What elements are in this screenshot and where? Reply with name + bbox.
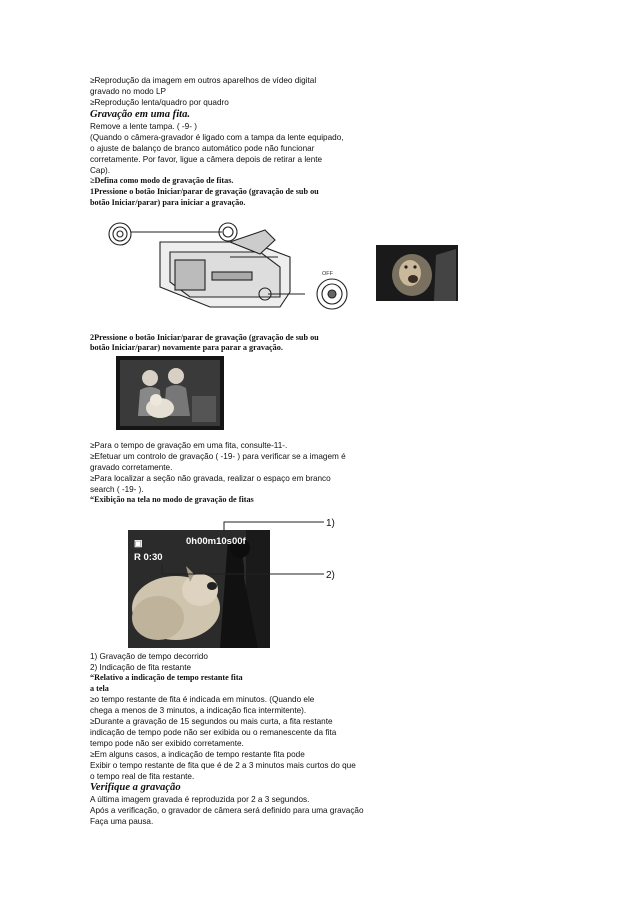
text-line: 1) Gravação de tempo decorrido	[90, 652, 208, 661]
text-line: o ajuste de balanço de branco automático pode não funcionar	[90, 144, 315, 153]
text-line: Cap).	[90, 166, 111, 175]
text-line: Exibir o tempo restante de fita que é de 2 a 3 minutos mais curtos do que	[90, 761, 356, 770]
step-text: 2Pressione o botão Iniciar/parar de gravação (gravação de sub ou	[90, 333, 319, 342]
dial-label: OFF	[322, 271, 333, 277]
step-text: 1Pressione o botão Iniciar/parar de gravação (gravação de sub ou	[90, 187, 319, 196]
step-text: ≥Defina como modo de gravação de fitas.	[90, 176, 234, 185]
text-line: Remove a lente tampa. ( -9- )	[90, 122, 197, 131]
text-line: (Quando o câmera-gravador é ligado com a tampa da lente equipado,	[90, 133, 344, 142]
step-text: botão Iniciar/parar) novamente para parar a gravação.	[90, 343, 283, 352]
text-line: ≥Em alguns casos, a indicação de tempo restante fita pode	[90, 750, 305, 759]
text-line: corretamente. Por favor, ligue a câmera depois de retirar a lente	[90, 155, 323, 164]
subsection-heading: “Relativo a indicação de tempo restante fita	[90, 673, 243, 682]
family-photo	[116, 356, 224, 430]
camcorder-illustration	[100, 212, 375, 330]
text-line: ≥Efetuar um controlo de gravação ( -19- ) para verificar se a imagem é	[90, 452, 346, 461]
text-line: Após a verificação, o gravador de câmera será definido para uma gravação	[90, 806, 364, 815]
osd-screen-photo	[128, 508, 348, 648]
callout-1: 1)	[326, 518, 335, 529]
text-line: search ( -19- ).	[90, 485, 144, 494]
section-heading: Verifique a gravação	[90, 782, 181, 793]
text-line: ≥Para localizar a seção não gravada, realizar o espaço em branco	[90, 474, 331, 483]
lion-photo	[376, 245, 458, 301]
subsection-heading: a tela	[90, 684, 109, 693]
text-line: tempo pode não ser exibido corretamente.	[90, 739, 244, 748]
text-line: gravado corretamente.	[90, 463, 173, 472]
text-line: ≥Durante a gravação de 15 segundos ou mais curta, a fita restante	[90, 717, 333, 726]
callout-2: 2)	[326, 570, 335, 581]
text-line: chega a menos de 3 minutos, a indicação fica intermitente).	[90, 706, 307, 715]
text-line: ≥o tempo restante de fita é indicada em minutos. (Quando ele	[90, 695, 315, 704]
text-line: Faça uma pausa.	[90, 817, 154, 826]
osd-remaining-time: R 0:30	[134, 552, 163, 563]
subsection-heading: “Exibição na tela no modo de gravação de fitas	[90, 495, 254, 504]
text-line: ≥Reprodução da imagem em outros aparelhos de vídeo digital	[90, 76, 317, 85]
text-line: A última imagem gravada é reproduzida por 2 a 3 segundos.	[90, 795, 310, 804]
text-line: o tempo real de fita restante.	[90, 772, 195, 781]
text-line: ≥Reprodução lenta/quadro por quadro	[90, 98, 229, 107]
text-line: ≥Para o tempo de gravação em uma fita, consulte-11-.	[90, 441, 288, 450]
text-line: gravado no modo LP	[90, 87, 167, 96]
section-heading: Gravação em uma fita.	[90, 109, 191, 120]
step-text: botão Iniciar/parar) para iniciar a gravação.	[90, 198, 246, 207]
text-line: 2) Indicação de fita restante	[90, 663, 192, 672]
camera-mode-icon: ▣	[134, 538, 143, 548]
text-line: indicação de tempo pode não ser exibida ou o remanescente da fita	[90, 728, 337, 737]
osd-elapsed-time: 0h00m10s00f	[186, 536, 246, 547]
